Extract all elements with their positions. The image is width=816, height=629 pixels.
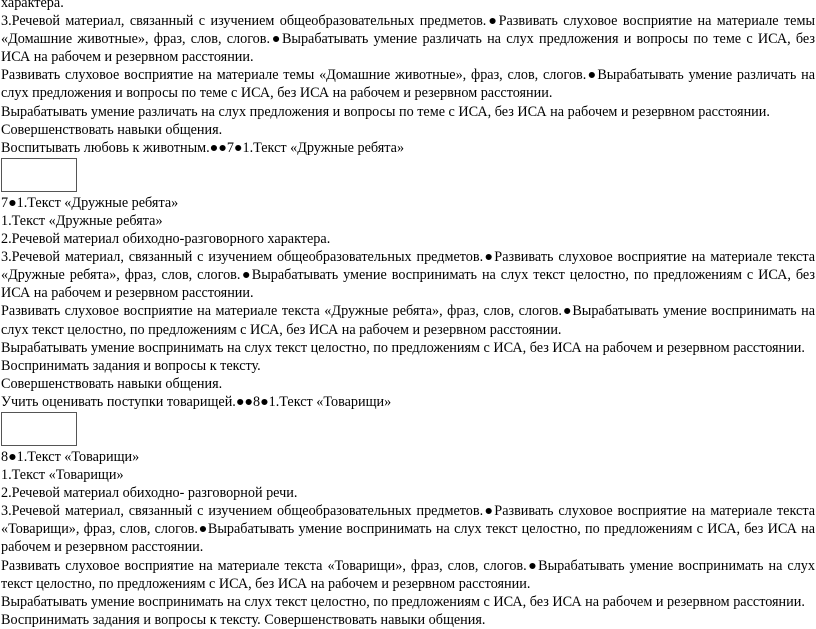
- text-line: Вырабатывать умение воспринимать на слух текст целостно, по предложениям с ИСА, без ИСА на рабочем и резервном расстоянии.: [1, 593, 805, 610]
- text-line: 7●1.Текст «Дружные ребята»: [1, 194, 179, 211]
- text-line: Развивать слуховое восприятие на материале текста «Товарищи», фраз, слов, слогов.●Вырабатывать умение воспринимать на слух текст целостно, по предложениям с ИСА, без ИСА на рабочем и резервном расстоянии.: [1, 557, 815, 592]
- text-line: 8●1.Текст «Товарищи»: [1, 448, 140, 465]
- text-line: 3.Речевой материал, связанный с изучением общеобразовательных предметов.●Развивать слуховое восприятие на материале текста «Товарищи», фраз, слов, слогов.●Вырабатывать умение воспринимать на слух текст целостно, по предложениям с ИСА, без ИСА на рабочем и резервном расстоянии.: [1, 503, 815, 556]
- text-line: характера.: [1, 0, 64, 11]
- text-line: Учить оценивать поступки товарищей.●●8●1.Текст «Товарищи»: [1, 393, 392, 410]
- text-line: Воспринимать задания и вопросы к тексту.: [1, 357, 261, 374]
- text-line: Развивать слуховое восприятие на материале текста «Дружные ребята», фраз, слов, слогов.●Вырабатывать умение воспринимать на слух текст целостно, по предложениям с ИСА, без ИСА на рабочем и резервном расстоянии.: [1, 303, 815, 338]
- text-line: Развивать слуховое восприятие на материале темы «Домашние животные», фраз, слов, слогов.●Вырабатывать умение различать на слух предложения и вопросы по теме с ИСА, без ИСА на рабочем и резервном расстоянии.: [1, 67, 815, 102]
- text-line: 3.Речевой материал, связанный с изучением общеобразовательных предметов.●Развивать слуховое восприятие на материале текста «Дружные ребята», фраз, слов, слогов.●Вырабатывать умение воспринимать на слух текст целостно, по предложениям с ИСА, без ИСА на рабочем и резервном расстоянии.: [1, 249, 815, 302]
- empty-placeholder-box: [1, 412, 77, 446]
- text-line: 1.Текст «Товарищи»: [1, 467, 124, 484]
- text-line: Вырабатывать умение воспринимать на слух текст целостно, по предложениям с ИСА, без ИСА на рабочем и резервном расстоянии.: [1, 339, 805, 356]
- text-line: Воспитывать любовь к животным.●●7●1.Текст «Дружные ребята»: [1, 139, 405, 156]
- text-line: 3.Речевой материал, связанный с изучением общеобразовательных предметов.●Развивать слуховое восприятие на материале темы «Домашние животные», фраз, слов, слогов.●Вырабатывать умение различать на слух предложения и вопросы по теме с ИСА, без ИСА на рабочем и резервном расстоянии.: [1, 13, 815, 66]
- text-line: Совершенствовать навыки общения.: [1, 121, 223, 138]
- text-line: Совершенствовать навыки общения.: [1, 375, 223, 392]
- text-line: Вырабатывать умение различать на слух предложения и вопросы по теме с ИСА, без ИСА на рабочем и резервном расстоянии.: [1, 103, 770, 120]
- document-body: [1, 0, 815, 629]
- text-line: 1.Текст «Дружные ребята»: [1, 212, 163, 229]
- text-line: 2.Речевой материал обиходно- разговорной речи.: [1, 485, 298, 502]
- text-line: Воспринимать задания и вопросы к тексту. Совершенствовать навыки общения.: [1, 611, 486, 628]
- empty-placeholder-box: [1, 158, 77, 192]
- text-line: 2.Речевой материал обиходно-разговорного характера.: [1, 231, 331, 248]
